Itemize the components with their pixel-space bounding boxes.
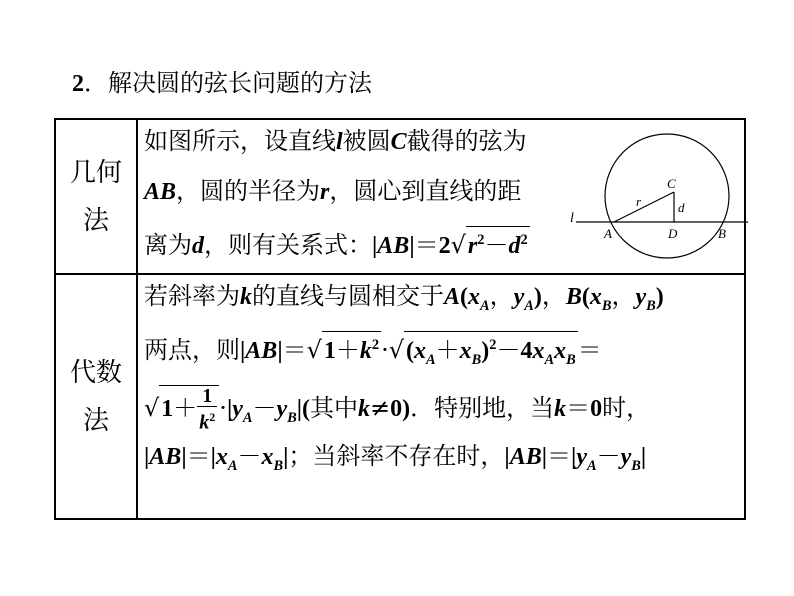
label-l: l bbox=[570, 211, 574, 226]
geometric-line-1: 如图所示，设直线l被圆C截得的弦为 bbox=[144, 127, 527, 155]
geometric-line-3: 离为d，则有关系式：$|AB|=2√r^2-d^2$ bbox=[144, 226, 530, 261]
label-c: C bbox=[667, 176, 676, 191]
heading-number: 2 bbox=[72, 71, 84, 97]
algebraic-method-content bbox=[137, 274, 745, 519]
method-label-geometric: 几何 法 bbox=[55, 119, 137, 274]
methods-table bbox=[54, 118, 746, 520]
table-row bbox=[55, 274, 745, 519]
circle-chord-figure bbox=[570, 124, 750, 259]
table-row bbox=[55, 119, 745, 274]
label-a: A bbox=[604, 226, 612, 241]
section-heading bbox=[72, 66, 372, 101]
label-d: d bbox=[678, 200, 685, 215]
geometric-method-content bbox=[137, 119, 745, 274]
label-d-foot: D bbox=[668, 226, 678, 241]
radius-segment bbox=[614, 192, 674, 222]
heading-text: ．解决圆的弦长问题的方法 bbox=[84, 69, 372, 97]
algebraic-line-3: √1＋ $\frac{1}{k^2}$ $\cdot|y_A-y_B|$(其中k≠0)．特别地，当k＝0时， bbox=[144, 385, 651, 434]
label-r: r bbox=[636, 194, 642, 209]
algebraic-line-4: $|AB|=|x_A-x_B|$；当斜率不存在时，$|AB|=|y_A-y_B|$ bbox=[144, 442, 647, 474]
method-label-algebraic: 代数 法 bbox=[55, 274, 137, 519]
algebraic-line-2: 两点，则$|AB|=√1+k^2\cdot√(x_A+x_B)^2-4x_Ax_B=$ bbox=[144, 331, 602, 373]
algebraic-line-1: 若斜率为k的直线与圆相交于$A(x_A$，$y_A$)，$B(x_B$，$y_B$) bbox=[144, 282, 664, 314]
label-b: B bbox=[718, 226, 726, 241]
geometric-line-2: AB，圆的半径为r，圆心到直线的距 bbox=[144, 177, 522, 205]
